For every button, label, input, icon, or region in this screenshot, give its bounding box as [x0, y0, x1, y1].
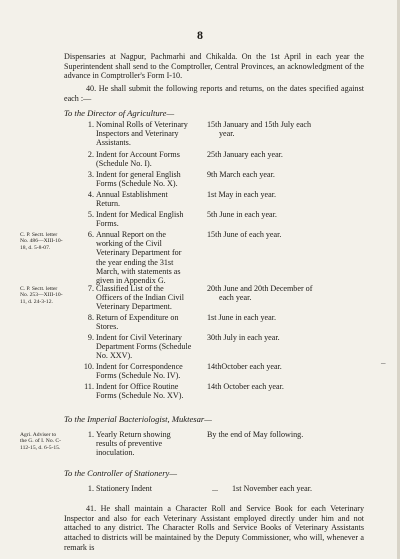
list-item	[87, 313, 192, 332]
section-heading-controller-of-stationery: To the Controller of Stationery—	[64, 468, 177, 478]
item-text: Indent for Medical English Forms.	[96, 210, 184, 229]
item-number: 1.	[87, 120, 94, 129]
due-line-continued: year.	[219, 129, 235, 139]
section-heading-imperial-bacteriologist: To the Imperial Bacteriologist, Muktesar—	[64, 414, 212, 424]
item-due-date: 15th June of each year.	[207, 230, 282, 239]
item-due-date: 14thOctober each year.	[207, 362, 282, 371]
paragraph-40: 40. He shall submit the following reports and returns, on the dates specified against each :—	[64, 84, 364, 103]
scan-dash-mark: –	[381, 358, 386, 368]
item-due-date	[207, 120, 362, 138]
item-text: Annual Report on the working of the Civil Veterinary Department for the year ending the 31st March, with statements as given in Appendix G.	[96, 230, 182, 286]
item-due-date: 30th July in each year.	[207, 333, 280, 342]
list-item	[83, 362, 192, 381]
item-text: Indent for Account Forms (Schedule No. I).	[96, 150, 180, 169]
item-number: 8.	[87, 313, 94, 322]
margin-note: Agri. Adviser to the G. of I. No. C-112-15, d. 6-5-15.	[20, 432, 62, 451]
intro-paragraph: Dispensaries at Nagpur, Pachmarhi and Chikalda. On the 1st April in each year the Superintendent shall send to the Comptroller, Central Provinces, an acknowledgment of the advance in Comptroller's Form I-10.	[64, 52, 364, 81]
item-text: Indent for general English Forms (Schedule No. X).	[96, 170, 181, 189]
section-heading-director-of-agriculture: To the Director of Agriculture—	[64, 108, 175, 118]
margin-note: C. P. Sectt. letter No. 486—XIII-10-18, d. 5-8-07.	[20, 232, 63, 251]
item-text: Yearly Return showing results of preventive inoculation.	[96, 430, 171, 458]
item-number: 1.	[87, 430, 94, 439]
item-text: Indent for Civil Veterinary Department Forms (Schedule No. XXV).	[96, 333, 192, 361]
list-item	[87, 333, 192, 361]
item-due-date: 14th October each year.	[207, 382, 284, 391]
list-item	[87, 430, 192, 458]
item-due-date: 9th March each year.	[207, 170, 275, 179]
paragraph-41: 41. He shall maintain a Character Roll and Service Book for each Veterinary Inspector and also for each Veterinary Assistant employed directly under him and not attached to any district. The Character Rolls and Service Books of Veterinary Assistants attached to districts will be maintained by the Deputy Commissioner, who will, whenever a remark is	[64, 504, 364, 552]
item-text: Nominal Rolls of Veterinary Inspectors and Veterinary Assistants.	[96, 120, 188, 148]
item-due-date: 1st May in each year.	[207, 190, 276, 199]
item-due-date: By the end of May following.	[207, 430, 304, 439]
item-number: 11.	[84, 382, 94, 391]
page-number: 8	[197, 28, 203, 42]
due-line-continued: each year.	[219, 293, 252, 303]
item-text: Return of Expenditure on Stores.	[96, 313, 179, 332]
item-text: Classified List of the Officers of the Indian Civil Veterinary Department.	[96, 284, 184, 312]
item-number: 3.	[87, 170, 94, 179]
item-text: Indent for Office Routine Forms (Schedule No. XV).	[96, 382, 184, 401]
list-item	[87, 170, 192, 189]
list-item	[87, 190, 192, 209]
item-number: 10.	[83, 362, 94, 371]
item-due-date: 25th January each year.	[207, 150, 283, 159]
item-number: 2.	[87, 150, 94, 159]
item-text: Annual Establishment Return.	[96, 190, 168, 209]
item-number: 1.	[87, 484, 94, 493]
item-number: 5.	[87, 210, 94, 219]
list-item	[87, 210, 192, 229]
item-due-date: 5th June in each year.	[207, 210, 277, 219]
item-due-date: 1st November each year.	[232, 484, 313, 493]
item-number: 4.	[87, 190, 94, 199]
item-text: Stationery Indent	[96, 484, 152, 493]
margin-note: C. P. Sectt. letter No. 253—XIII-10-11, d. 24-3-12.	[20, 286, 63, 305]
list-item	[87, 120, 192, 148]
item-number: 9.	[87, 333, 94, 342]
item-text: Indent for Correspondence Forms (Schedule No. IV).	[96, 362, 183, 381]
list-item	[87, 230, 192, 286]
due-line: 15th January and 15th July each	[207, 120, 312, 129]
list-item	[87, 284, 192, 312]
leader-dots: ...	[212, 484, 219, 493]
list-item	[87, 484, 206, 493]
item-number: 6.	[87, 230, 94, 239]
item-number: 7.	[87, 284, 94, 293]
list-item	[84, 382, 192, 401]
item-due-date	[207, 284, 362, 302]
list-item	[87, 150, 192, 169]
due-line: 20th June and 20th December of	[207, 284, 313, 293]
item-due-date: 1st June in each year.	[207, 313, 276, 322]
